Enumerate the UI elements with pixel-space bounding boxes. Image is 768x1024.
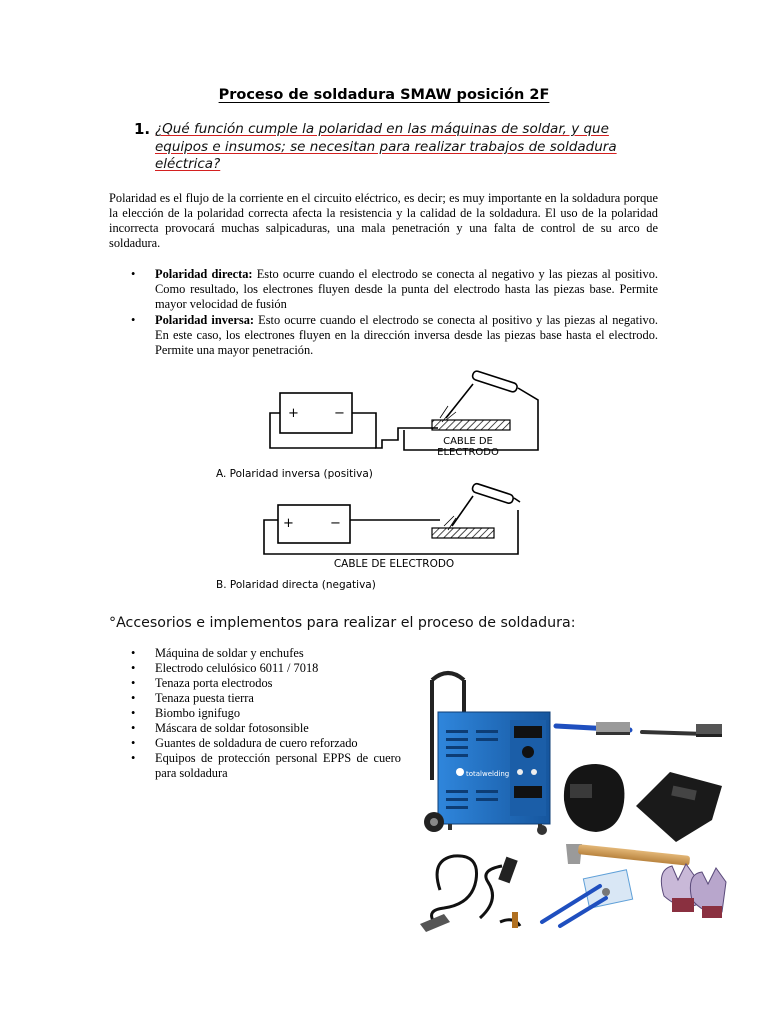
accessory-text: Electrodo celulósico 6011 / 7018 [155, 661, 319, 675]
accessories-heading: °Accesorios e implementos para realizar el proceso de soldadura: [109, 615, 576, 631]
bullet-icon: • [131, 736, 136, 750]
intro-paragraph [109, 191, 658, 251]
list-item [109, 751, 401, 781]
list-item [109, 721, 401, 736]
welding-cables-icon [420, 856, 520, 932]
list-item [109, 661, 401, 676]
bullet-icon: • [131, 691, 136, 705]
accessory-text: Máscara de soldar fotosonsible [155, 721, 309, 735]
accessory-text: Máquina de soldar y enchufes [155, 646, 304, 660]
bullet-icon: • [131, 721, 136, 735]
gloves-icon [661, 864, 726, 918]
bullet-icon: • [131, 267, 136, 281]
electrode-holder-icon [440, 370, 518, 422]
diagram-b [216, 483, 520, 591]
welding-helmet-icon [564, 764, 625, 832]
pliers-icon [542, 870, 633, 926]
question-line: eléctrica? [155, 156, 221, 172]
paragraph-line: porque la elección de la polaridad correcta afecta la resistencia y la calidad de la soldadura. El uso de [109, 191, 658, 220]
question-number: 1. [134, 120, 151, 138]
list-item [109, 313, 658, 358]
cable-label: ELECTRODO [437, 447, 499, 458]
bullet-label: Polaridad inversa: [155, 313, 255, 327]
accessory-text: Tenaza porta electrodos [155, 676, 273, 690]
cable-label: CABLE DE ELECTRODO [333, 558, 455, 570]
list-item [109, 646, 401, 661]
paragraph-line: la polaridad incorrecta provocará muchas salpicaduras, una mala penetración y una falta de control de [109, 206, 658, 235]
question-line: ¿Qué función cumple la polaridad en las máquinas de soldar, y que [155, 121, 609, 137]
hammer-icon [566, 844, 690, 866]
list-item [109, 691, 401, 706]
polarity-diagram [208, 370, 554, 594]
polarity-list [109, 267, 658, 359]
minus-sign: − [330, 516, 341, 531]
accessory-text: Biombo ignifugo [155, 706, 241, 720]
diagram-b-caption: B. Polaridad directa (negativa) [216, 579, 376, 591]
accessory-text: Tenaza puesta tierra [155, 691, 254, 705]
question-text [155, 121, 635, 174]
welding-machine-icon [424, 673, 550, 835]
minus-sign: − [334, 406, 345, 421]
list-item [109, 706, 401, 721]
diagram-a-caption: A. Polaridad inversa (positiva) [216, 468, 373, 480]
bullet-icon: • [131, 751, 136, 765]
page-title: Proceso de soldadura SMAW posición 2F [218, 87, 550, 103]
accessories-list [109, 646, 401, 781]
bullet-icon: • [131, 661, 136, 675]
bullet-icon: • [131, 676, 136, 690]
wire-brush-icon [642, 724, 722, 737]
plus-sign: + [283, 516, 294, 531]
paragraph-line: Polaridad es el flujo de la corriente en el circuito eléctrico, es decir; es muy importante en la soldadura [109, 191, 621, 205]
electrode-holder-icon [444, 483, 514, 530]
bullet-label: Polaridad directa: [155, 267, 253, 281]
equipment-illustration [410, 660, 760, 940]
plus-sign: + [288, 406, 299, 421]
welding-mask-icon [636, 772, 722, 842]
list-item [109, 267, 658, 312]
bullet-icon: • [131, 313, 136, 327]
list-item [109, 736, 401, 751]
accessory-text: Equipos de protección personal EPPS de cuero para soldadura [155, 751, 401, 780]
paragraph-line: su arco de soldadura. [109, 221, 658, 250]
bullet-icon: • [131, 706, 136, 720]
machine-brand: totalwelding [466, 770, 510, 778]
list-item [109, 676, 401, 691]
cable-label: CABLE DE [443, 436, 493, 447]
wire-brush-icon [556, 722, 630, 735]
diagram-a [216, 370, 538, 480]
accessory-text: Guantes de soldadura de cuero reforzado [155, 736, 358, 750]
question-line: equipos e insumos; se necesitan para realizar trabajos de soldadura [155, 138, 617, 155]
bullet-text: Esto ocurre cuando el electrodo se conecta al positivo y las piezas al negativo. En este caso, los electrones fluyen en la dirección inversa desde las piezas base hasta el electrodo. Permite una mayor penetración. [155, 313, 658, 357]
bullet-icon: • [131, 646, 136, 660]
bullet-text: Esto ocurre cuando el electrodo se conecta al negativo y las piezas al positivo. Como resultado, los electrones fluyen desde la punta del electrodo hasta las piezas base. Permite mayor velocidad de fusión [155, 267, 658, 311]
